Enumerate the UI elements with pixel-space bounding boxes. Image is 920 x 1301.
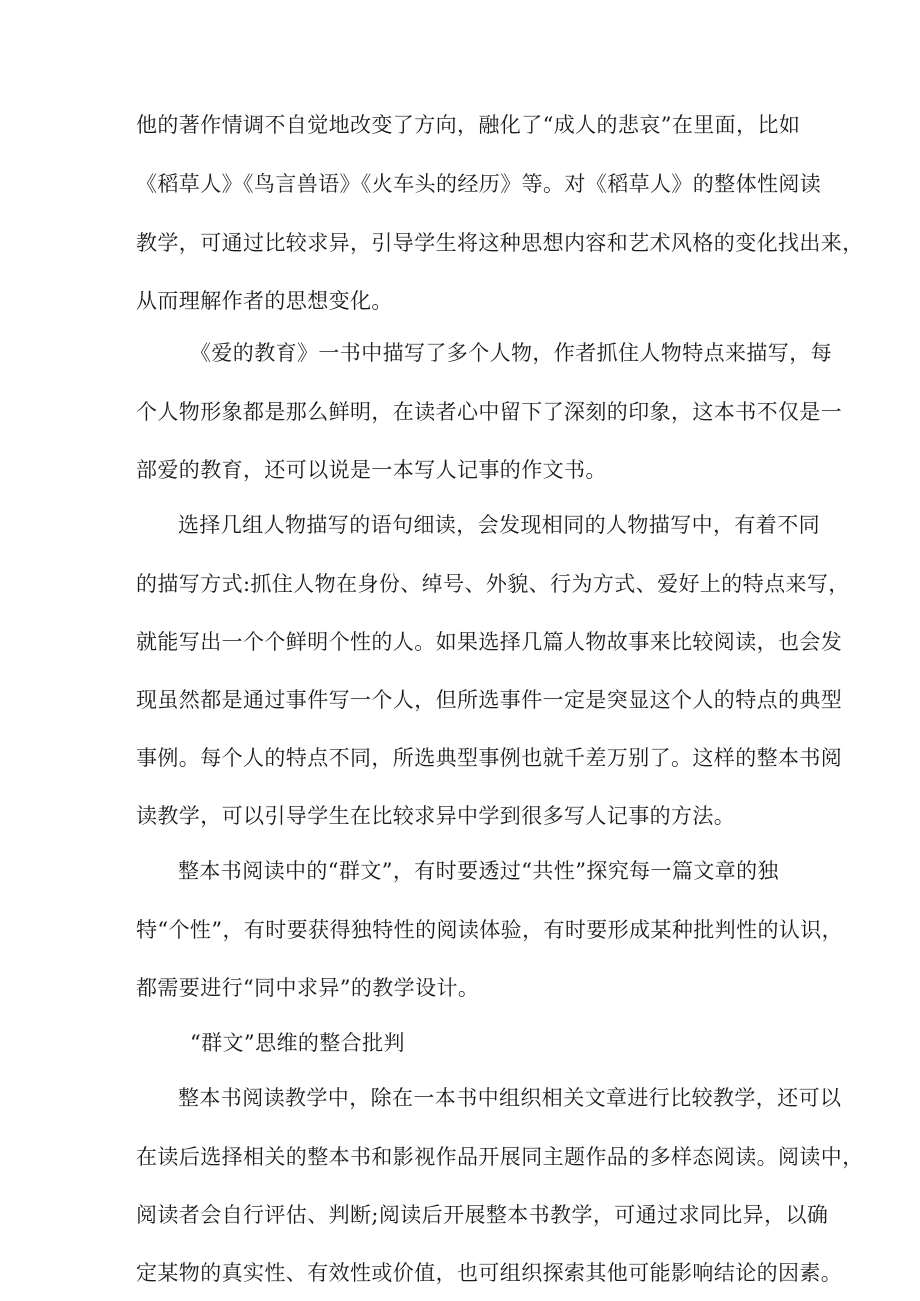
- text-line: 特“个性”，有时要获得独特性的阅读体验，有时要形成某种批判性的认识，: [136, 918, 844, 942]
- text-line: 从而理解作者的思想变化。: [136, 289, 393, 313]
- text-line: 都需要进行“同中求异”的教学设计。: [136, 976, 480, 1000]
- text-line: 定某物的真实性、有效性或价值，也可组织探索其他可能影响结论的因素。: [136, 1261, 843, 1285]
- section-heading: “群文”思维的整合批判: [190, 1031, 405, 1055]
- text-line: 他的著作情调不自觉地改变了方向，融化了“成人的悲哀”在里面，比如: [136, 113, 801, 137]
- text-line: 《稻草人》《鸟言兽语》《火车头的经历》等。对《稻草人》的整体性阅读: [136, 172, 822, 196]
- text-line: 就能写出一个个鲜明个性的人。如果选择几篇人物故事来比较阅读，也会发: [136, 630, 843, 654]
- text-line: 个人物形象都是那么鲜明，在读者心中留下了深刻的印象，这本书不仅是一: [136, 400, 843, 424]
- text-line: 的描写方式:抓住人物在身份、绰号、外貌、行为方式、爱好上的特点来写，: [136, 572, 850, 596]
- text-line: 读教学，可以引导学生在比较求异中学到很多写人记事的方法。: [136, 804, 736, 828]
- text-line: 事例。每个人的特点不同，所选典型事例也就千差万别了。这样的整本书阅: [136, 746, 843, 770]
- text-line: 整本书阅读中的“群文”，有时要透过“共性”探究每一篇文章的独: [178, 859, 779, 883]
- text-line: 选择几组人物描写的语句细读，会发现相同的人物描写中，有着不同: [178, 513, 820, 537]
- text-line: 阅读者会自行评估、判断;阅读后开展整本书教学，可通过求同比异，以确: [136, 1203, 829, 1227]
- text-line: 现虽然都是通过事件写一个人，但所选事件一定是突显这个人的特点的典型: [136, 688, 843, 712]
- text-line: 在读后选择相关的整本书和影视作品开展同主题作品的多样态阅读。阅读中，: [136, 1145, 864, 1169]
- text-line: 整本书阅读教学中，除在一本书中组织相关文章进行比较教学，还可以: [178, 1086, 842, 1110]
- text-line: 部爱的教育，还可以说是一本写人记事的作文书。: [136, 458, 607, 482]
- text-line: 教学，可通过比较求异，引导学生将这种思想内容和艺术风格的变化找出来，: [136, 231, 864, 255]
- text-line: 《爱的教育》一书中描写了多个人物，作者抓住人物特点来描写，每: [190, 341, 832, 365]
